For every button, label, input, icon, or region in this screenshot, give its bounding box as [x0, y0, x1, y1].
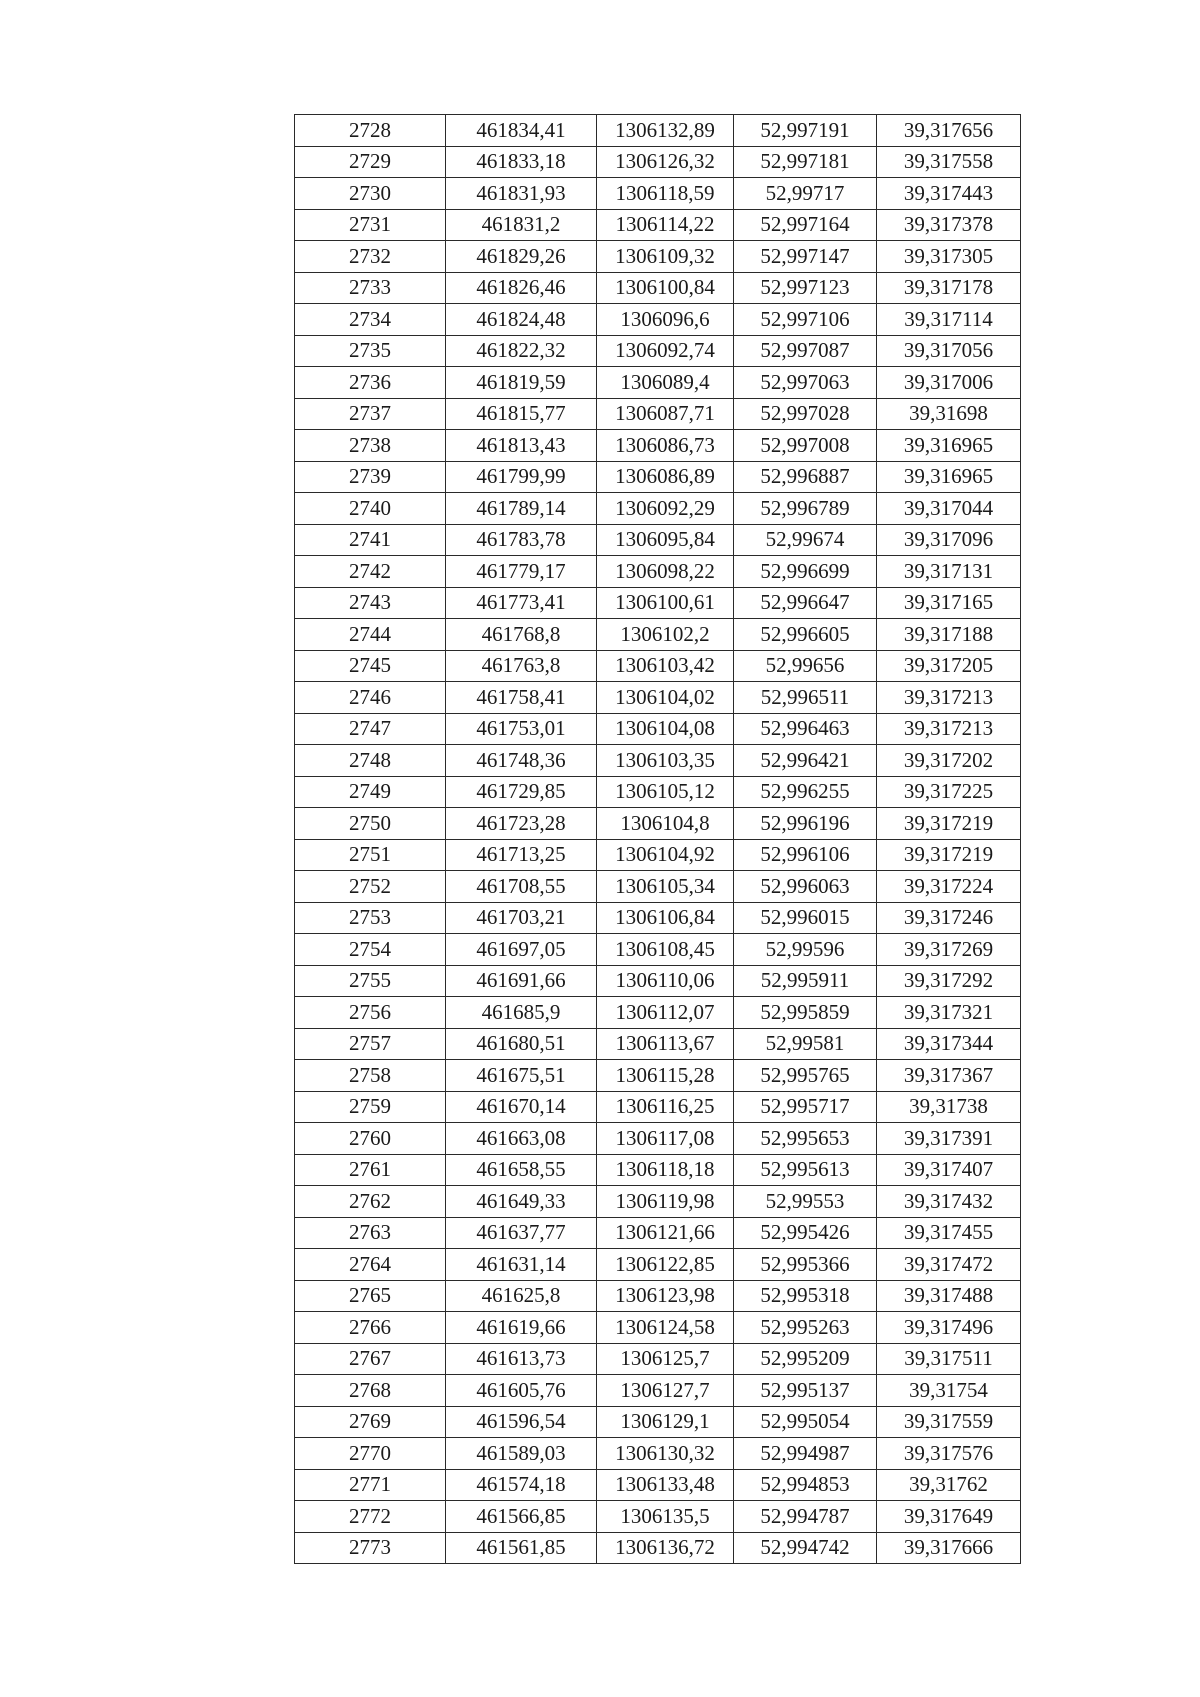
- y-coordinate-cell: 1306104,8: [597, 808, 734, 840]
- table-row: [295, 461, 1021, 493]
- y-coordinate-cell: 1306105,12: [597, 776, 734, 808]
- x-coordinate-cell: 461589,03: [446, 1438, 597, 1470]
- point-number-cell: 2741: [295, 524, 446, 556]
- latitude-cell: 52,995263: [734, 1312, 877, 1344]
- table-row: [295, 1375, 1021, 1407]
- point-number-cell: 2755: [295, 965, 446, 997]
- longitude-cell: 39,317006: [877, 367, 1021, 399]
- longitude-cell: 39,317576: [877, 1438, 1021, 1470]
- longitude-cell: 39,317455: [877, 1217, 1021, 1249]
- point-number-cell: 2744: [295, 619, 446, 651]
- point-number-cell: 2770: [295, 1438, 446, 1470]
- y-coordinate-cell: 1306103,35: [597, 745, 734, 777]
- x-coordinate-cell: 461834,41: [446, 115, 597, 147]
- y-coordinate-cell: 1306104,92: [597, 839, 734, 871]
- table-row: [295, 682, 1021, 714]
- y-coordinate-cell: 1306106,84: [597, 902, 734, 934]
- table-row: [295, 619, 1021, 651]
- latitude-cell: 52,996511: [734, 682, 877, 714]
- longitude-cell: 39,31762: [877, 1469, 1021, 1501]
- longitude-cell: 39,317666: [877, 1532, 1021, 1564]
- point-number-cell: 2751: [295, 839, 446, 871]
- point-number-cell: 2734: [295, 304, 446, 336]
- x-coordinate-cell: 461723,28: [446, 808, 597, 840]
- latitude-cell: 52,99674: [734, 524, 877, 556]
- x-coordinate-cell: 461619,66: [446, 1312, 597, 1344]
- y-coordinate-cell: 1306100,84: [597, 272, 734, 304]
- x-coordinate-cell: 461663,08: [446, 1123, 597, 1155]
- longitude-cell: 39,317219: [877, 808, 1021, 840]
- y-coordinate-cell: 1306122,85: [597, 1249, 734, 1281]
- coordinates-table-body: [295, 115, 1021, 1564]
- point-number-cell: 2745: [295, 650, 446, 682]
- x-coordinate-cell: 461708,55: [446, 871, 597, 903]
- longitude-cell: 39,317225: [877, 776, 1021, 808]
- latitude-cell: 52,996106: [734, 839, 877, 871]
- longitude-cell: 39,317219: [877, 839, 1021, 871]
- x-coordinate-cell: 461631,14: [446, 1249, 597, 1281]
- y-coordinate-cell: 1306092,29: [597, 493, 734, 525]
- latitude-cell: 52,997063: [734, 367, 877, 399]
- latitude-cell: 52,996421: [734, 745, 877, 777]
- latitude-cell: 52,997028: [734, 398, 877, 430]
- x-coordinate-cell: 461649,33: [446, 1186, 597, 1218]
- coordinates-table: [294, 114, 1021, 1564]
- table-row: [295, 178, 1021, 210]
- longitude-cell: 39,317511: [877, 1343, 1021, 1375]
- longitude-cell: 39,317559: [877, 1406, 1021, 1438]
- latitude-cell: 52,996063: [734, 871, 877, 903]
- table-row: [295, 1060, 1021, 1092]
- x-coordinate-cell: 461625,8: [446, 1280, 597, 1312]
- table-row: [295, 839, 1021, 871]
- longitude-cell: 39,317044: [877, 493, 1021, 525]
- table-row: [295, 209, 1021, 241]
- latitude-cell: 52,996605: [734, 619, 877, 651]
- table-row: [295, 1501, 1021, 1533]
- longitude-cell: 39,317205: [877, 650, 1021, 682]
- latitude-cell: 52,995366: [734, 1249, 877, 1281]
- longitude-cell: 39,317178: [877, 272, 1021, 304]
- table-row: [295, 398, 1021, 430]
- y-coordinate-cell: 1306132,89: [597, 115, 734, 147]
- point-number-cell: 2730: [295, 178, 446, 210]
- latitude-cell: 52,997191: [734, 115, 877, 147]
- point-number-cell: 2729: [295, 146, 446, 178]
- longitude-cell: 39,317131: [877, 556, 1021, 588]
- latitude-cell: 52,995137: [734, 1375, 877, 1407]
- y-coordinate-cell: 1306105,34: [597, 871, 734, 903]
- latitude-cell: 52,995318: [734, 1280, 877, 1312]
- longitude-cell: 39,317656: [877, 115, 1021, 147]
- latitude-cell: 52,995426: [734, 1217, 877, 1249]
- latitude-cell: 52,995717: [734, 1091, 877, 1123]
- longitude-cell: 39,317056: [877, 335, 1021, 367]
- x-coordinate-cell: 461758,41: [446, 682, 597, 714]
- table-row: [295, 871, 1021, 903]
- x-coordinate-cell: 461789,14: [446, 493, 597, 525]
- y-coordinate-cell: 1306086,73: [597, 430, 734, 462]
- y-coordinate-cell: 1306104,08: [597, 713, 734, 745]
- y-coordinate-cell: 1306114,22: [597, 209, 734, 241]
- table-row: [295, 934, 1021, 966]
- point-number-cell: 2743: [295, 587, 446, 619]
- y-coordinate-cell: 1306108,45: [597, 934, 734, 966]
- table-row: [295, 997, 1021, 1029]
- y-coordinate-cell: 1306124,58: [597, 1312, 734, 1344]
- point-number-cell: 2728: [295, 115, 446, 147]
- latitude-cell: 52,995859: [734, 997, 877, 1029]
- point-number-cell: 2737: [295, 398, 446, 430]
- latitude-cell: 52,997164: [734, 209, 877, 241]
- table-row: [295, 272, 1021, 304]
- longitude-cell: 39,317472: [877, 1249, 1021, 1281]
- longitude-cell: 39,317649: [877, 1501, 1021, 1533]
- table-row: [295, 1249, 1021, 1281]
- point-number-cell: 2753: [295, 902, 446, 934]
- y-coordinate-cell: 1306087,71: [597, 398, 734, 430]
- y-coordinate-cell: 1306118,18: [597, 1154, 734, 1186]
- y-coordinate-cell: 1306135,5: [597, 1501, 734, 1533]
- longitude-cell: 39,317558: [877, 146, 1021, 178]
- longitude-cell: 39,317432: [877, 1186, 1021, 1218]
- x-coordinate-cell: 461697,05: [446, 934, 597, 966]
- point-number-cell: 2768: [295, 1375, 446, 1407]
- point-number-cell: 2767: [295, 1343, 446, 1375]
- x-coordinate-cell: 461670,14: [446, 1091, 597, 1123]
- x-coordinate-cell: 461831,2: [446, 209, 597, 241]
- point-number-cell: 2758: [295, 1060, 446, 1092]
- longitude-cell: 39,31754: [877, 1375, 1021, 1407]
- point-number-cell: 2771: [295, 1469, 446, 1501]
- x-coordinate-cell: 461831,93: [446, 178, 597, 210]
- point-number-cell: 2750: [295, 808, 446, 840]
- y-coordinate-cell: 1306125,7: [597, 1343, 734, 1375]
- latitude-cell: 52,994742: [734, 1532, 877, 1564]
- x-coordinate-cell: 461574,18: [446, 1469, 597, 1501]
- point-number-cell: 2772: [295, 1501, 446, 1533]
- longitude-cell: 39,317367: [877, 1060, 1021, 1092]
- latitude-cell: 52,995209: [734, 1343, 877, 1375]
- latitude-cell: 52,99717: [734, 178, 877, 210]
- table-row: [295, 776, 1021, 808]
- latitude-cell: 52,994987: [734, 1438, 877, 1470]
- table-row: [295, 524, 1021, 556]
- point-number-cell: 2749: [295, 776, 446, 808]
- latitude-cell: 52,994853: [734, 1469, 877, 1501]
- point-number-cell: 2736: [295, 367, 446, 399]
- y-coordinate-cell: 1306092,74: [597, 335, 734, 367]
- y-coordinate-cell: 1306127,7: [597, 1375, 734, 1407]
- point-number-cell: 2735: [295, 335, 446, 367]
- latitude-cell: 52,995054: [734, 1406, 877, 1438]
- x-coordinate-cell: 461561,85: [446, 1532, 597, 1564]
- latitude-cell: 52,997147: [734, 241, 877, 273]
- longitude-cell: 39,317202: [877, 745, 1021, 777]
- x-coordinate-cell: 461675,51: [446, 1060, 597, 1092]
- longitude-cell: 39,317443: [877, 178, 1021, 210]
- point-number-cell: 2762: [295, 1186, 446, 1218]
- table-row: [295, 556, 1021, 588]
- x-coordinate-cell: 461813,43: [446, 430, 597, 462]
- x-coordinate-cell: 461596,54: [446, 1406, 597, 1438]
- longitude-cell: 39,317344: [877, 1028, 1021, 1060]
- y-coordinate-cell: 1306123,98: [597, 1280, 734, 1312]
- point-number-cell: 2738: [295, 430, 446, 462]
- point-number-cell: 2742: [295, 556, 446, 588]
- x-coordinate-cell: 461819,59: [446, 367, 597, 399]
- y-coordinate-cell: 1306118,59: [597, 178, 734, 210]
- y-coordinate-cell: 1306104,02: [597, 682, 734, 714]
- longitude-cell: 39,317321: [877, 997, 1021, 1029]
- x-coordinate-cell: 461566,85: [446, 1501, 597, 1533]
- point-number-cell: 2757: [295, 1028, 446, 1060]
- y-coordinate-cell: 1306129,1: [597, 1406, 734, 1438]
- table-row: [295, 241, 1021, 273]
- x-coordinate-cell: 461773,41: [446, 587, 597, 619]
- x-coordinate-cell: 461605,76: [446, 1375, 597, 1407]
- latitude-cell: 52,997008: [734, 430, 877, 462]
- point-number-cell: 2754: [295, 934, 446, 966]
- y-coordinate-cell: 1306126,32: [597, 146, 734, 178]
- y-coordinate-cell: 1306113,67: [597, 1028, 734, 1060]
- longitude-cell: 39,317292: [877, 965, 1021, 997]
- x-coordinate-cell: 461783,78: [446, 524, 597, 556]
- x-coordinate-cell: 461685,9: [446, 997, 597, 1029]
- y-coordinate-cell: 1306109,32: [597, 241, 734, 273]
- table-row: [295, 430, 1021, 462]
- latitude-cell: 52,996015: [734, 902, 877, 934]
- table-row: [295, 713, 1021, 745]
- longitude-cell: 39,317224: [877, 871, 1021, 903]
- table-row: [295, 1091, 1021, 1123]
- x-coordinate-cell: 461680,51: [446, 1028, 597, 1060]
- x-coordinate-cell: 461753,01: [446, 713, 597, 745]
- y-coordinate-cell: 1306110,06: [597, 965, 734, 997]
- latitude-cell: 52,995765: [734, 1060, 877, 1092]
- latitude-cell: 52,995653: [734, 1123, 877, 1155]
- x-coordinate-cell: 461658,55: [446, 1154, 597, 1186]
- point-number-cell: 2760: [295, 1123, 446, 1155]
- table-row: [295, 493, 1021, 525]
- point-number-cell: 2766: [295, 1312, 446, 1344]
- longitude-cell: 39,317391: [877, 1123, 1021, 1155]
- longitude-cell: 39,316965: [877, 430, 1021, 462]
- longitude-cell: 39,317188: [877, 619, 1021, 651]
- longitude-cell: 39,317246: [877, 902, 1021, 934]
- longitude-cell: 39,31738: [877, 1091, 1021, 1123]
- x-coordinate-cell: 461763,8: [446, 650, 597, 682]
- table-row: [295, 1280, 1021, 1312]
- y-coordinate-cell: 1306102,2: [597, 619, 734, 651]
- x-coordinate-cell: 461703,21: [446, 902, 597, 934]
- longitude-cell: 39,316965: [877, 461, 1021, 493]
- longitude-cell: 39,317213: [877, 713, 1021, 745]
- y-coordinate-cell: 1306119,98: [597, 1186, 734, 1218]
- x-coordinate-cell: 461826,46: [446, 272, 597, 304]
- x-coordinate-cell: 461713,25: [446, 839, 597, 871]
- point-number-cell: 2761: [295, 1154, 446, 1186]
- y-coordinate-cell: 1306100,61: [597, 587, 734, 619]
- latitude-cell: 52,995613: [734, 1154, 877, 1186]
- table-row: [295, 745, 1021, 777]
- y-coordinate-cell: 1306116,25: [597, 1091, 734, 1123]
- point-number-cell: 2769: [295, 1406, 446, 1438]
- y-coordinate-cell: 1306133,48: [597, 1469, 734, 1501]
- longitude-cell: 39,317305: [877, 241, 1021, 273]
- table-row: [295, 1186, 1021, 1218]
- point-number-cell: 2740: [295, 493, 446, 525]
- y-coordinate-cell: 1306117,08: [597, 1123, 734, 1155]
- longitude-cell: 39,317096: [877, 524, 1021, 556]
- point-number-cell: 2747: [295, 713, 446, 745]
- longitude-cell: 39,317488: [877, 1280, 1021, 1312]
- table-row: [295, 902, 1021, 934]
- table-row: [295, 146, 1021, 178]
- point-number-cell: 2731: [295, 209, 446, 241]
- table-row: [295, 1154, 1021, 1186]
- latitude-cell: 52,996887: [734, 461, 877, 493]
- table-row: [295, 1343, 1021, 1375]
- latitude-cell: 52,996647: [734, 587, 877, 619]
- y-coordinate-cell: 1306112,07: [597, 997, 734, 1029]
- latitude-cell: 52,996699: [734, 556, 877, 588]
- latitude-cell: 52,996463: [734, 713, 877, 745]
- latitude-cell: 52,99656: [734, 650, 877, 682]
- x-coordinate-cell: 461748,36: [446, 745, 597, 777]
- point-number-cell: 2739: [295, 461, 446, 493]
- latitude-cell: 52,99553: [734, 1186, 877, 1218]
- table-row: [295, 304, 1021, 336]
- table-row: [295, 367, 1021, 399]
- x-coordinate-cell: 461822,32: [446, 335, 597, 367]
- y-coordinate-cell: 1306089,4: [597, 367, 734, 399]
- point-number-cell: 2763: [295, 1217, 446, 1249]
- longitude-cell: 39,317213: [877, 682, 1021, 714]
- point-number-cell: 2756: [295, 997, 446, 1029]
- point-number-cell: 2746: [295, 682, 446, 714]
- y-coordinate-cell: 1306103,42: [597, 650, 734, 682]
- x-coordinate-cell: 461613,73: [446, 1343, 597, 1375]
- point-number-cell: 2765: [295, 1280, 446, 1312]
- table-row: [295, 1123, 1021, 1155]
- longitude-cell: 39,317378: [877, 209, 1021, 241]
- latitude-cell: 52,99596: [734, 934, 877, 966]
- x-coordinate-cell: 461824,48: [446, 304, 597, 336]
- x-coordinate-cell: 461637,77: [446, 1217, 597, 1249]
- y-coordinate-cell: 1306098,22: [597, 556, 734, 588]
- y-coordinate-cell: 1306096,6: [597, 304, 734, 336]
- y-coordinate-cell: 1306086,89: [597, 461, 734, 493]
- table-row: [295, 965, 1021, 997]
- y-coordinate-cell: 1306095,84: [597, 524, 734, 556]
- longitude-cell: 39,317269: [877, 934, 1021, 966]
- x-coordinate-cell: 461779,17: [446, 556, 597, 588]
- longitude-cell: 39,31698: [877, 398, 1021, 430]
- x-coordinate-cell: 461815,77: [446, 398, 597, 430]
- latitude-cell: 52,996255: [734, 776, 877, 808]
- x-coordinate-cell: 461691,66: [446, 965, 597, 997]
- table-row: [295, 1028, 1021, 1060]
- point-number-cell: 2773: [295, 1532, 446, 1564]
- table-row: [295, 335, 1021, 367]
- point-number-cell: 2733: [295, 272, 446, 304]
- y-coordinate-cell: 1306136,72: [597, 1532, 734, 1564]
- table-row: [295, 650, 1021, 682]
- table-row: [295, 1438, 1021, 1470]
- latitude-cell: 52,995911: [734, 965, 877, 997]
- x-coordinate-cell: 461768,8: [446, 619, 597, 651]
- x-coordinate-cell: 461833,18: [446, 146, 597, 178]
- longitude-cell: 39,317165: [877, 587, 1021, 619]
- table-row: [295, 1217, 1021, 1249]
- point-number-cell: 2748: [295, 745, 446, 777]
- point-number-cell: 2732: [295, 241, 446, 273]
- point-number-cell: 2752: [295, 871, 446, 903]
- x-coordinate-cell: 461829,26: [446, 241, 597, 273]
- table-row: [295, 1406, 1021, 1438]
- table-row: [295, 1312, 1021, 1344]
- x-coordinate-cell: 461799,99: [446, 461, 597, 493]
- longitude-cell: 39,317407: [877, 1154, 1021, 1186]
- table-row: [295, 115, 1021, 147]
- y-coordinate-cell: 1306121,66: [597, 1217, 734, 1249]
- y-coordinate-cell: 1306115,28: [597, 1060, 734, 1092]
- table-row: [295, 1469, 1021, 1501]
- x-coordinate-cell: 461729,85: [446, 776, 597, 808]
- latitude-cell: 52,997181: [734, 146, 877, 178]
- table-row: [295, 587, 1021, 619]
- longitude-cell: 39,317114: [877, 304, 1021, 336]
- latitude-cell: 52,997123: [734, 272, 877, 304]
- point-number-cell: 2764: [295, 1249, 446, 1281]
- table-row: [295, 808, 1021, 840]
- table-row: [295, 1532, 1021, 1564]
- latitude-cell: 52,997106: [734, 304, 877, 336]
- y-coordinate-cell: 1306130,32: [597, 1438, 734, 1470]
- latitude-cell: 52,996789: [734, 493, 877, 525]
- latitude-cell: 52,997087: [734, 335, 877, 367]
- longitude-cell: 39,317496: [877, 1312, 1021, 1344]
- latitude-cell: 52,99581: [734, 1028, 877, 1060]
- latitude-cell: 52,994787: [734, 1501, 877, 1533]
- latitude-cell: 52,996196: [734, 808, 877, 840]
- point-number-cell: 2759: [295, 1091, 446, 1123]
